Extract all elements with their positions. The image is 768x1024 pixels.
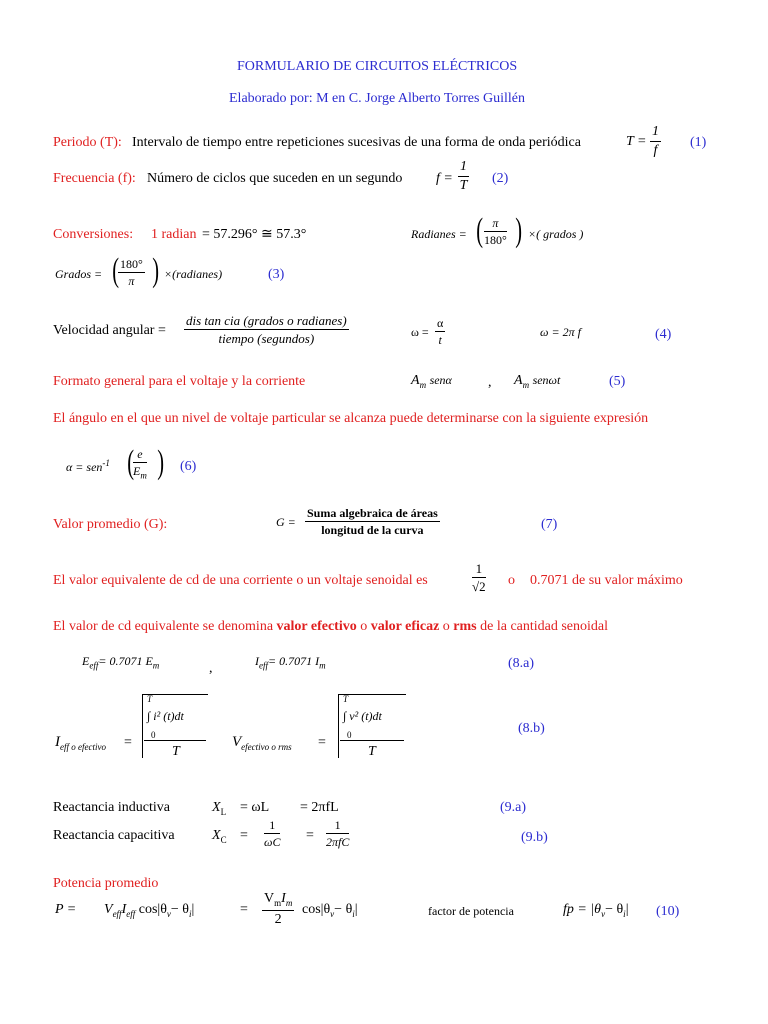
omega1-num: α <box>437 316 444 330</box>
omega1-den: t <box>438 333 442 347</box>
equivalente-text2: 0.7071 de su valor máximo <box>530 573 683 588</box>
frecuencia-lhs: f = <box>436 171 453 186</box>
author-line: Elaborado por: M en C. Jorge Alberto Torres Guillén <box>229 91 525 106</box>
velocidad-den: tiempo (segundos) <box>218 331 315 346</box>
eq-number-4: (4) <box>655 327 672 342</box>
frecuencia-label: Frecuencia (f): <box>53 171 136 186</box>
radianes-den: 180° <box>484 233 507 247</box>
angulo-open-paren: ( <box>127 444 135 481</box>
periodo-den: f <box>653 143 658 158</box>
equivalente-fraction <box>472 562 486 593</box>
angulo-fraction <box>133 448 147 480</box>
angulo-num: e <box>133 448 147 463</box>
efectivo-text: El valor de cd equivalente se denomina valor efectivo o valor eficaz o rms de la cantidad senoidal <box>53 619 609 634</box>
periodo-num: 1 <box>650 125 661 142</box>
eq8b-equals-1: = <box>124 735 132 750</box>
eq8b-upper-limit-1: T <box>147 694 153 704</box>
eq8b-den-2: T <box>368 744 376 759</box>
xc-equals-1: = <box>240 828 248 843</box>
factor-potencia-expr: fp = $|\theta_v- \theta_i|$ <box>563 902 629 919</box>
potencia-label: Potencia promedio <box>53 876 159 891</box>
radianes-rhs: ×( grados ) <box>528 227 584 241</box>
omega2-expr: ω = 2π f <box>540 325 581 339</box>
eq8b-lower-limit-1: 0 <box>151 730 156 740</box>
potencia-expr1: $V_{eff}I_{eff}$ $\cos|\theta_v- \theta_i|$ <box>104 902 195 919</box>
eq-number-8b: (8.b) <box>518 721 545 736</box>
grados-open-paren: ( <box>112 252 120 289</box>
potencia-equals: = <box>240 902 248 917</box>
eq8b-sqrt-bar-2 <box>338 694 406 695</box>
promedio-label: Valor promedio (G): <box>53 517 168 532</box>
potencia-den: 2 <box>274 911 282 927</box>
velocidad-num: dis tan cia (grados o radianes) <box>186 313 347 328</box>
eq8b-sqrt-2 <box>338 694 339 758</box>
eq8a-i-expr: $I_{eff}= 0.7071$ $I_m$ <box>255 654 326 671</box>
velocidad-label: Velocidad angular = <box>53 323 166 338</box>
radianes-num: π <box>484 217 507 232</box>
eq-number-2: (2) <box>492 171 509 186</box>
eq8b-integrand-2: ∫ v² (t)dt <box>343 709 382 723</box>
periodo-lhs: T = <box>626 134 647 149</box>
frecuencia-fraction <box>458 160 469 193</box>
eq8b-lower-limit-2: 0 <box>347 730 352 740</box>
xl-lhs: $X_L$ <box>212 800 227 817</box>
eq8b-i-lhs: $I_{eff o efectivo}$ <box>55 734 106 752</box>
reactancia-inductiva-label: Reactancia inductiva <box>53 800 170 815</box>
eq-number-3: (3) <box>268 267 285 282</box>
eq-number-10: (10) <box>656 904 680 919</box>
grados-num: 180° <box>120 257 143 271</box>
page-title: FORMULARIO DE CIRCUITOS ELÉCTRICOS <box>237 59 518 74</box>
reactancia-capacitiva-label: Reactancia capacitiva <box>53 828 175 843</box>
formato-expr1: $A_m$ senα <box>411 373 452 390</box>
grados-fraction <box>118 258 145 287</box>
eq8b-sqrt-1 <box>142 694 143 758</box>
eq-number-1: (1) <box>690 135 707 150</box>
angulo-text: El ángulo en el que un nivel de voltaje particular se alcanza puede determinarse con la siguiente expresión <box>53 411 649 426</box>
eq8a-e-expr: $E_{eff}= 0.7071$ $E_m$ <box>82 654 160 671</box>
factor-potencia-label: factor de potencia <box>428 904 514 918</box>
radianes-lhs: Radianes = <box>411 227 467 241</box>
promedio-fraction <box>305 507 440 536</box>
periodo-text: Intervalo de tiempo entre repeticiones sucesivas de una forma de onda periódica <box>132 135 581 150</box>
omega1-fraction <box>435 317 445 346</box>
potencia-lhs: P = <box>55 902 77 917</box>
xc-num-1: 1 <box>264 819 280 834</box>
eq8b-upper-limit-2: T <box>343 694 349 704</box>
frecuencia-den: T <box>459 178 468 193</box>
eq-number-5: (5) <box>609 374 626 389</box>
grados-rhs: ×(radianes) <box>164 267 223 281</box>
potencia-num: $V_mI_m$ <box>262 892 294 911</box>
promedio-num: Suma algebraica de áreas <box>307 506 438 520</box>
xc-num-2: 1 <box>326 819 349 834</box>
potencia-rest: $\cos|\theta_v- \theta_i|$ <box>302 902 358 919</box>
formato-text: Formato general para el voltaje y la corriente <box>53 374 306 389</box>
eq8b-den-1: T <box>172 744 180 759</box>
eq8b-integrand-1: ∫ i² (t)dt <box>147 709 184 723</box>
equivalente-den: √2 <box>472 579 486 594</box>
xl-rhs1: = ωL <box>240 800 270 815</box>
grados-den: π <box>128 274 135 288</box>
angulo-den: $E_m$ <box>133 464 147 481</box>
eq8a-separator: , <box>209 661 213 676</box>
periodo-fraction <box>650 125 661 158</box>
xc-fraction-2 <box>326 819 349 848</box>
xc-fraction-1 <box>264 819 280 848</box>
conversiones-equation: = 57.296° ≅ 57.3° <box>202 227 307 242</box>
angulo-lhs: α = sen$^{-1}$ <box>66 458 110 474</box>
velocidad-fraction <box>184 314 349 345</box>
promedio-lhs: G = <box>276 515 296 529</box>
xl-rhs2: = 2πfL <box>300 800 339 815</box>
frecuencia-num: 1 <box>458 160 469 177</box>
xc-den-1: ωC <box>264 835 281 849</box>
xc-equals-2: = <box>306 828 314 843</box>
xc-lhs: $X_C$ <box>212 828 227 845</box>
frecuencia-text: Número de ciclos que suceden en un segundo <box>147 171 403 186</box>
conversiones-label: Conversiones: <box>53 227 134 242</box>
eq-number-9a: (9.a) <box>500 800 527 815</box>
promedio-den: longitud de la curva <box>321 523 424 537</box>
eq8b-fraction-bar-2 <box>340 740 404 741</box>
grados-close-paren: ) <box>152 252 160 289</box>
eq8b-v-lhs: $V_{efectivo o rms}$ <box>232 734 292 752</box>
eq8b-equals-2: = <box>318 735 326 750</box>
xc-den-2: 2πfC <box>326 835 350 849</box>
equivalente-text: El valor equivalente de cd de una corriente o un voltaje senoidal es <box>53 573 428 588</box>
eq8b-fraction-bar-1 <box>144 740 206 741</box>
conversiones-text: 1 radian <box>151 227 197 242</box>
eq-number-9b: (9.b) <box>521 830 548 845</box>
angulo-close-paren: ) <box>157 444 165 481</box>
omega1-lhs: ω = <box>411 325 429 339</box>
grados-lhs: Grados = <box>55 267 103 281</box>
radianes-open-paren: ( <box>476 212 484 249</box>
eq-number-6: (6) <box>180 459 197 474</box>
potencia-fraction <box>262 892 294 927</box>
radianes-close-paren: ) <box>515 212 523 249</box>
eq-number-8a: (8.a) <box>508 656 535 671</box>
equivalente-num: 1 <box>472 562 486 578</box>
radianes-fraction <box>484 217 507 246</box>
formato-expr2: $A_m$ senωt <box>514 373 561 390</box>
periodo-label: Periodo (T): <box>53 135 122 150</box>
equivalente-or: o <box>508 573 515 588</box>
formato-separator: , <box>488 375 492 390</box>
eq-number-7: (7) <box>541 517 558 532</box>
